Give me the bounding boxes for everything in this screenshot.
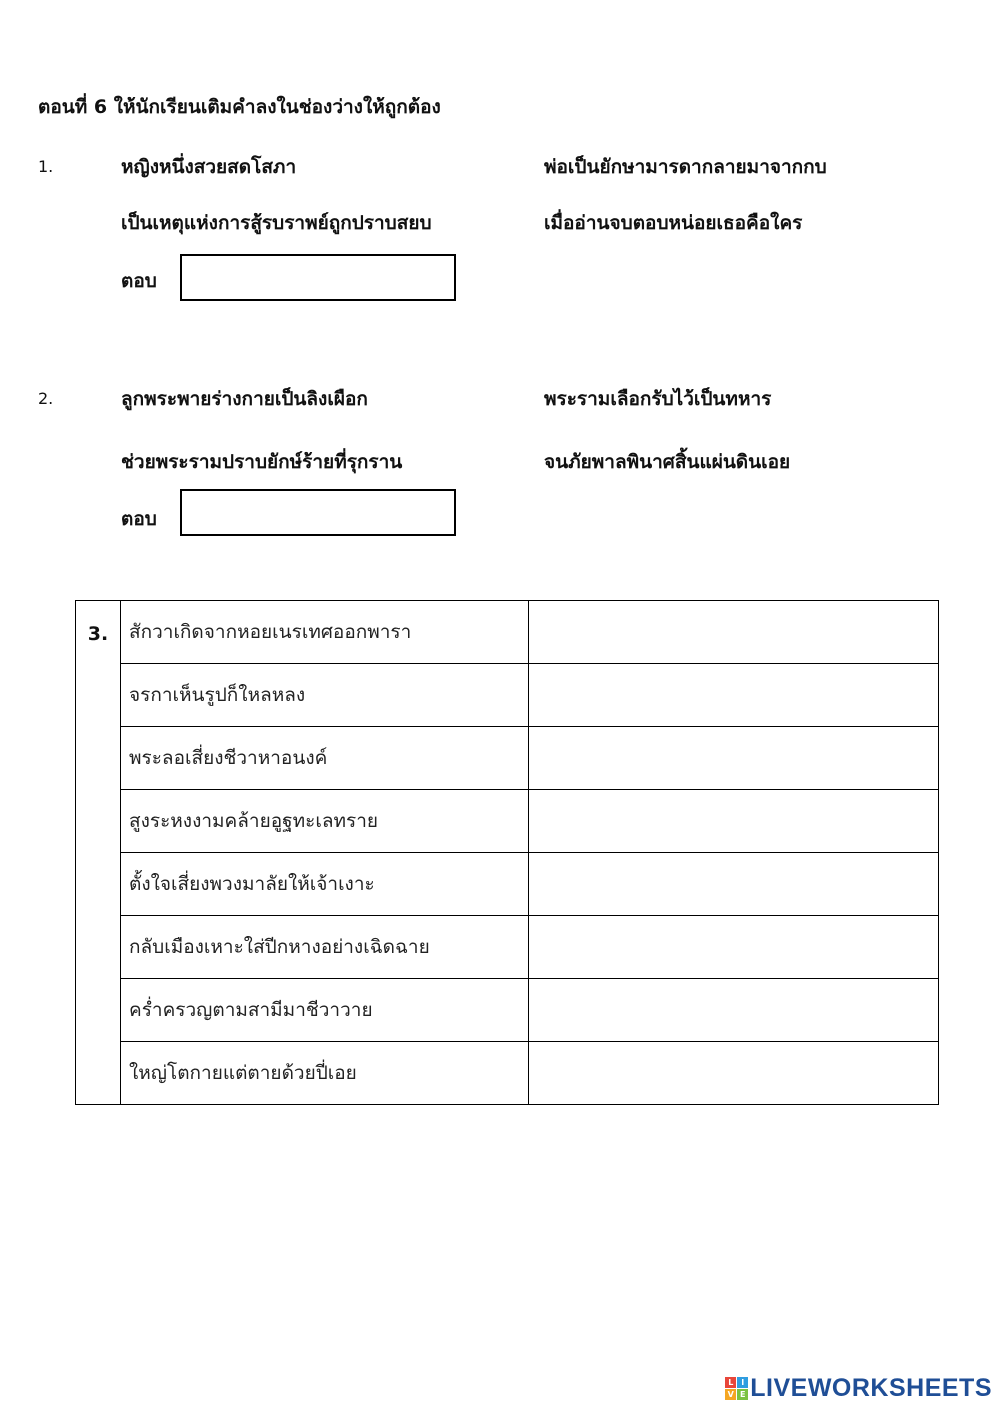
question-3-number: 3.: [76, 601, 121, 1105]
question-1-answer-input[interactable]: [180, 254, 456, 301]
question-3-answer-input-4[interactable]: [529, 791, 938, 851]
page-title: ตอนที่ 6 ให้นักเรียนเติมคำลงในช่องว่างให้ถูกต้อง: [38, 96, 441, 118]
table-row: [76, 601, 939, 664]
logo-letter: E: [737, 1389, 748, 1400]
logo-text: LIVEWORKSHEETS: [750, 1373, 992, 1402]
question-2-line1-right: พระรามเลือกรับไว้เป็นทหาร: [544, 388, 772, 410]
question-3-clue: คร่ำครวญตามสามีมาชีวาวาย: [121, 979, 529, 1042]
logo-letter: I: [737, 1377, 748, 1388]
question-3-clue: ใหญ่โตกายแต่ตายด้วยปี่เอย: [121, 1042, 529, 1105]
question-2-number: 2.: [38, 389, 54, 408]
question-1-answer-label: ตอบ: [121, 270, 157, 292]
logo-grid-icon: [725, 1377, 748, 1400]
table-row: [76, 916, 939, 979]
table-row: [76, 1042, 939, 1105]
logo-letter: L: [725, 1377, 736, 1388]
table-row: [76, 979, 939, 1042]
question-1-line1-right: พ่อเป็นยักษามารดากลายมาจากกบ: [544, 156, 827, 178]
question-2-answer-input[interactable]: [180, 489, 456, 536]
question-3-answer-cell: [529, 601, 939, 664]
question-2-answer-label: ตอบ: [121, 508, 157, 530]
question-3-answer-cell: [529, 727, 939, 790]
question-2-line2-left: ช่วยพระรามปราบยักษ์ร้ายที่รุกราน: [121, 451, 403, 473]
table-row: [76, 727, 939, 790]
question-1-number: 1.: [38, 157, 54, 176]
question-3-answer-input-2[interactable]: [529, 665, 938, 725]
question-3-clue: สักวาเกิดจากหอยเนรเทศออกพารา: [121, 601, 529, 664]
question-3-answer-input-5[interactable]: [529, 854, 938, 914]
question-1-line1-left: หญิงหนึ่งสวยสดโสภา: [121, 156, 297, 178]
liveworksheets-logo: [725, 1373, 992, 1403]
question-3-answer-input-7[interactable]: [529, 980, 938, 1040]
question-3-clue: ตั้งใจเสี่ยงพวงมาลัยให้เจ้าเงาะ: [121, 853, 529, 916]
table-row: [76, 664, 939, 727]
question-3-answer-input-3[interactable]: [529, 728, 938, 788]
question-3-answer-input-6[interactable]: [529, 917, 938, 977]
table-row: [76, 790, 939, 853]
question-3-answer-cell: [529, 790, 939, 853]
question-3-answer-cell: [529, 916, 939, 979]
question-3-clue: กลับเมืองเหาะใส่ปีกหางอย่างเฉิดฉาย: [121, 916, 529, 979]
question-3-answer-input-1[interactable]: [529, 602, 938, 662]
question-3-clue: สูงระหงงามคล้ายอูฐทะเลทราย: [121, 790, 529, 853]
question-3-clue: พระลอเสี่ยงชีวาหาอนงค์: [121, 727, 529, 790]
question-1-line2-left: เป็นเหตุแห่งการสู้รบราพย์ถูกปราบสยบ: [121, 212, 432, 234]
question-3-answer-cell: [529, 1042, 939, 1105]
question-3-answer-cell: [529, 853, 939, 916]
question-3-table: [75, 600, 939, 1105]
question-2-line2-right: จนภัยพาลพินาศสิ้นแผ่นดินเอย: [544, 451, 791, 473]
table-row: [76, 853, 939, 916]
question-3-answer-cell: [529, 664, 939, 727]
question-3-answer-input-8[interactable]: [529, 1043, 938, 1103]
question-3-answer-cell: [529, 979, 939, 1042]
question-3-clue: จรกาเห็นรูปก็ใหลหลง: [121, 664, 529, 727]
question-2-line1-left: ลูกพระพายร่างกายเป็นลิงเผือก: [121, 388, 368, 410]
question-1-line2-right: เมื่ออ่านจบตอบหน่อยเธอคือใคร: [544, 212, 803, 234]
logo-letter: V: [725, 1389, 736, 1400]
